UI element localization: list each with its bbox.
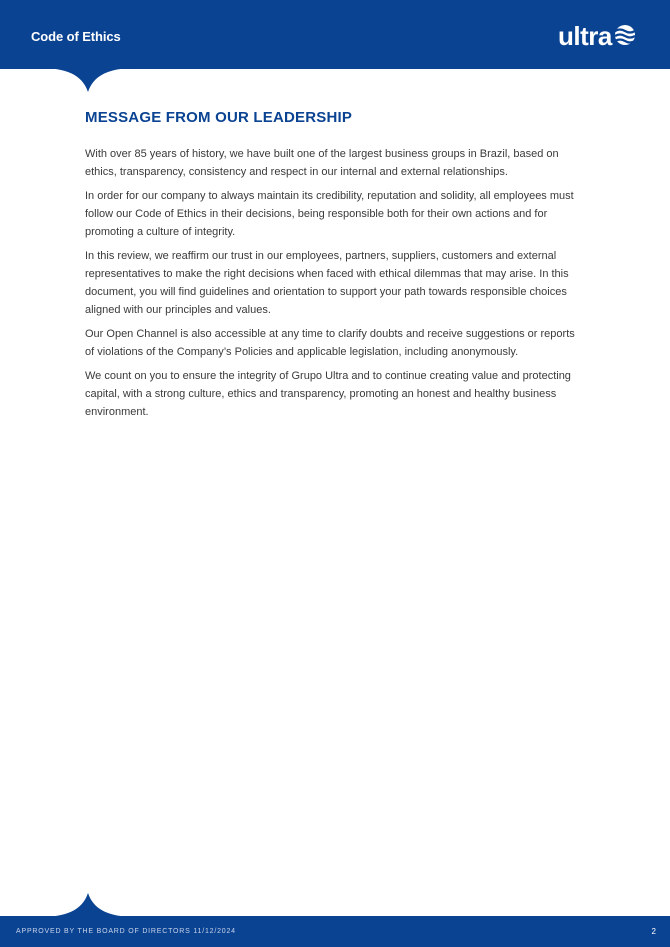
paragraph: Our Open Channel is also accessible at any time to clarify doubts and receive suggestions or reports of violations of the Company’s Policies and applicable legislation, including anonymously. [85,328,575,358]
header-notch-decoration [40,68,136,94]
paragraph: In this review, we reaffirm our trust in our employees, partners, suppliers, customers and external representatives to make the right decisions when faced with ethical dilemmas that may arise. In this document, you will find guidelines and orientation to support your path towards responsible choices aligned with our principles and values. [85,250,569,316]
paragraph: We count on you to ensure the integrity of Grupo Ultra and to continue creating value and protecting capital, with a strong culture, ethics and transparency, promoting an honest and healthy business environment. [85,370,571,418]
page-number: 2 [651,927,656,936]
paragraph: With over 85 years of history, we have built one of the largest business groups in Brazil, based on ethics, transparency, consistency and respect in our internal and external relationships. [85,148,559,178]
logo-text: ultra [558,21,612,51]
paragraph: In order for our company to always maintain its credibility, reputation and solidity, all employees must follow our Code of Ethics in their decisions, being responsible both for their own actions and for promoting a culture of integrity. [85,190,574,238]
document-title: Code of Ethics [31,29,121,44]
ultra-wave-logo-icon [614,21,636,49]
main-content [85,108,583,421]
ultra-logo [558,19,636,49]
footer-notch-decoration [40,891,136,917]
approval-note: APPROVED BY THE BOARD OF DIRECTORS 11/12/2024 [16,928,236,935]
section-title: MESSAGE FROM OUR LEADERSHIP [85,109,353,126]
paragraph-list [85,145,583,421]
